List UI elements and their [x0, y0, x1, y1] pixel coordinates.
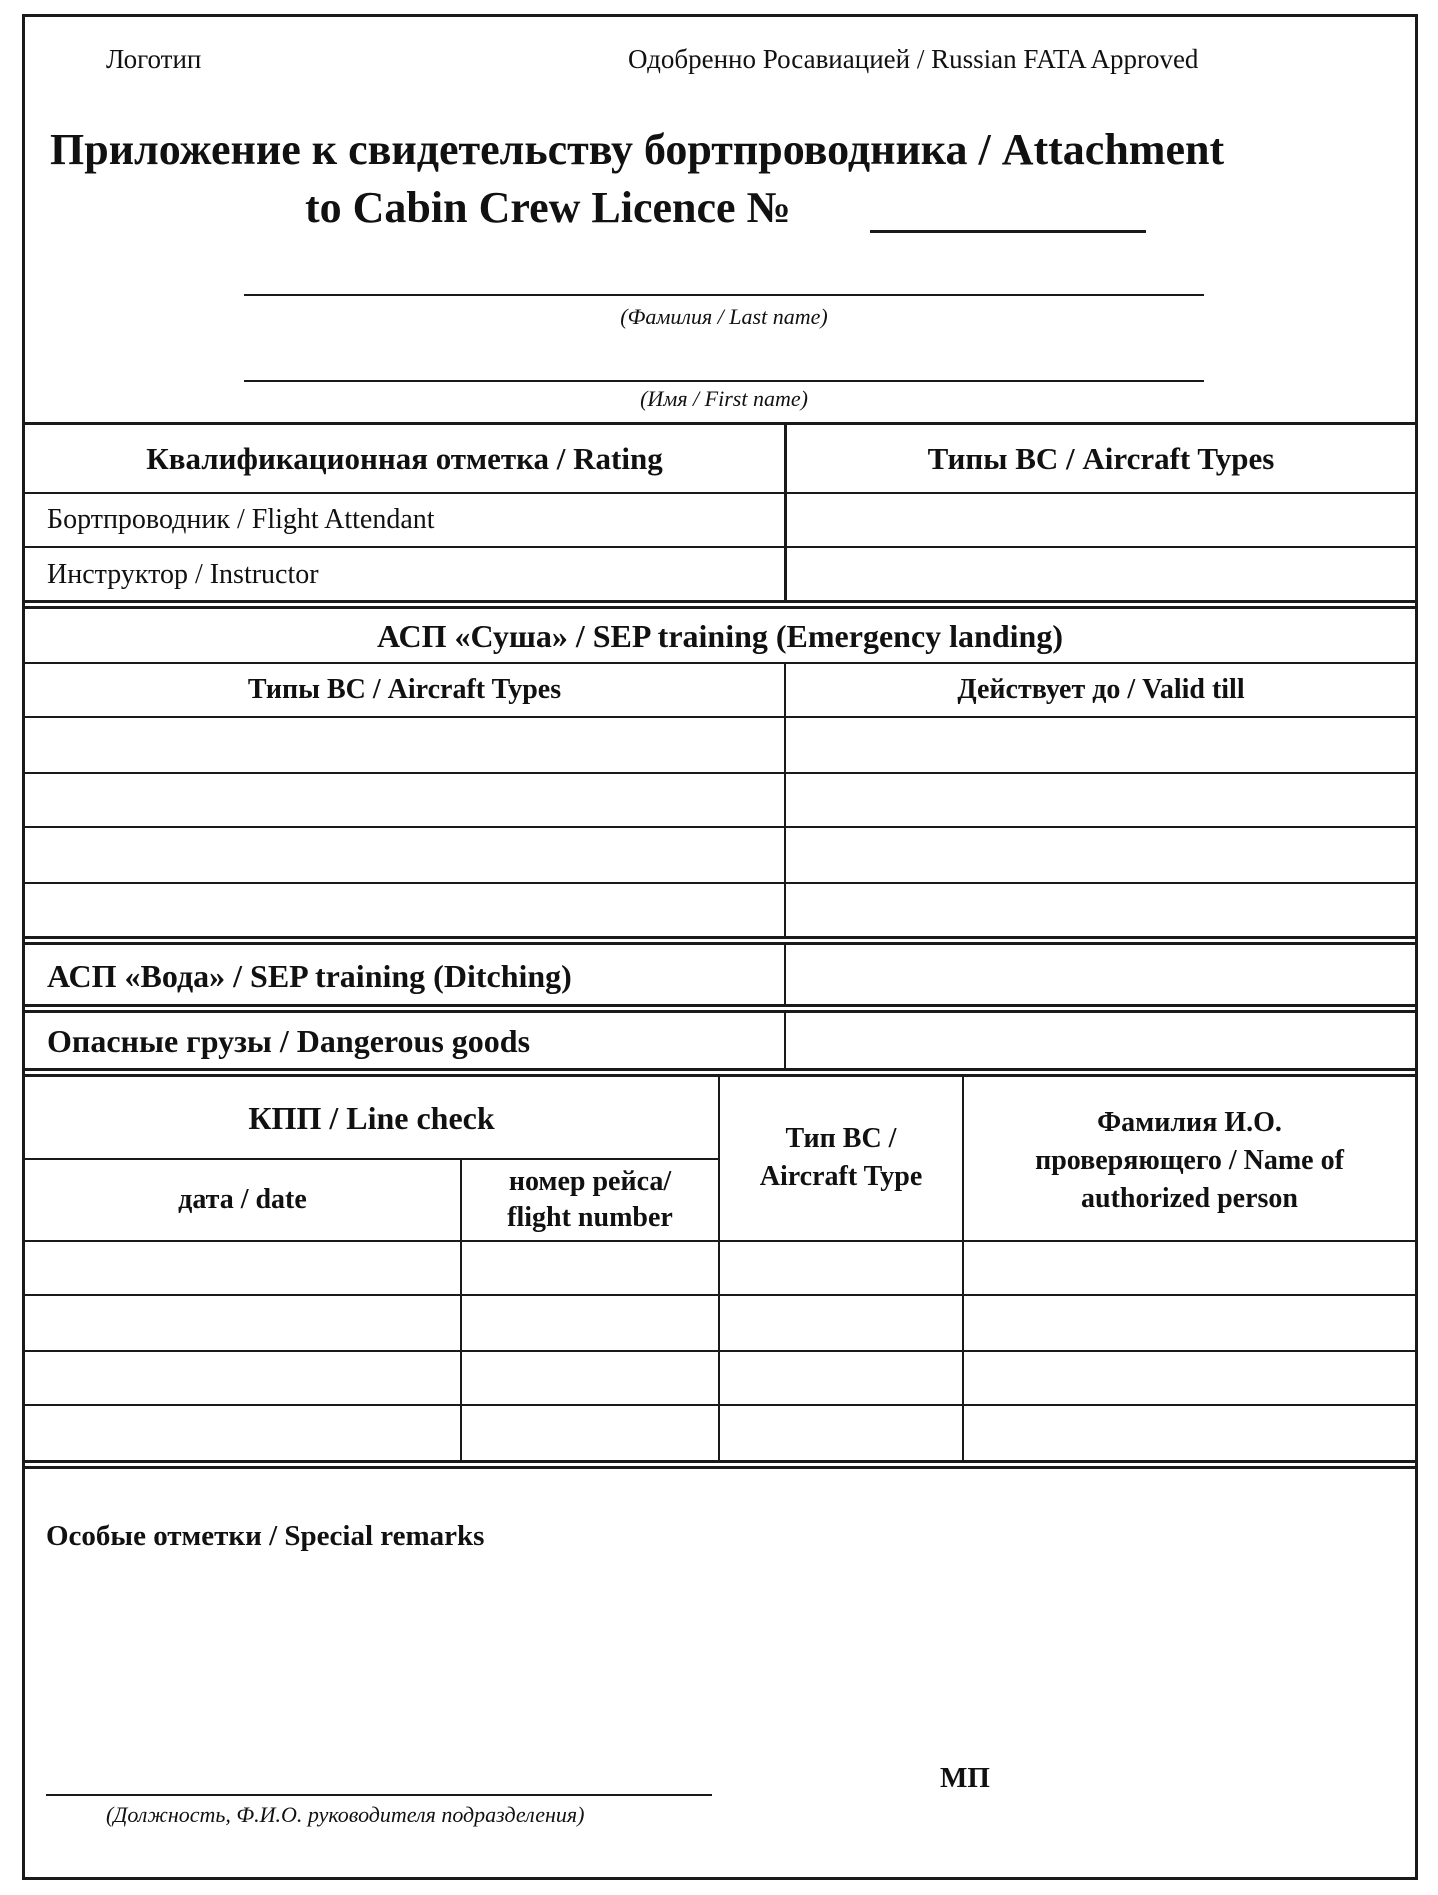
- line-check-type-cell[interactable]: [720, 1296, 962, 1350]
- line-check-date-cell[interactable]: [25, 1242, 460, 1294]
- line-check-title: КПП / Line check: [248, 1099, 495, 1136]
- line-check-date-cell[interactable]: [25, 1352, 460, 1404]
- section-divider: [22, 600, 1418, 603]
- person-header-line1: Фамилия И.О.: [1097, 1107, 1282, 1138]
- line-check-person-cell[interactable]: [964, 1406, 1415, 1462]
- section-divider: [22, 1460, 1418, 1463]
- line-check-date-cell[interactable]: [25, 1406, 460, 1462]
- line-check-person-header: [964, 1104, 1415, 1218]
- flight-header-line1: номер рейса/: [508, 1166, 672, 1197]
- sep-land-types-cell[interactable]: [25, 884, 784, 938]
- sep-water-value[interactable]: [787, 946, 1415, 1006]
- sep-land-valid-cell[interactable]: [787, 718, 1415, 772]
- sep-water-label: АСП «Вода» / SEP training (Ditching): [47, 957, 572, 994]
- rating-instructor-types[interactable]: [787, 548, 1415, 602]
- line-check-flight-cell[interactable]: [462, 1406, 718, 1462]
- line-check-person-cell[interactable]: [964, 1352, 1415, 1404]
- line-check-type-header: [720, 1120, 962, 1196]
- line-check-type-cell[interactable]: [720, 1352, 962, 1404]
- special-remarks-label: Особые отметки / Special remarks: [46, 1520, 485, 1552]
- sep-land-valid-cell[interactable]: [787, 884, 1415, 938]
- form-title-line2: to Cabin Crew Licence №: [305, 183, 791, 232]
- special-remarks-area[interactable]: [30, 1570, 1410, 1750]
- sep-land-types-cell[interactable]: [25, 828, 784, 882]
- line-check-flight-cell[interactable]: [462, 1352, 718, 1404]
- section-divider: [22, 1004, 1418, 1007]
- section-divider: [22, 1068, 1418, 1071]
- dangerous-goods-label: Опасные грузы / Dangerous goods: [47, 1022, 531, 1059]
- rating-instructor: Инструктор / Instructor: [47, 559, 319, 590]
- section-divider: [22, 936, 1418, 939]
- approval-text: Одобренно Росавиацией / Russian FATA Approved: [628, 44, 1199, 74]
- stamp-placeholder: МП: [940, 1762, 990, 1794]
- sep-land-types-header: Типы ВС / Aircraft Types: [247, 674, 562, 705]
- form-title-line1: Приложение к свидетельству бортпроводника / Attachment: [50, 125, 1225, 174]
- type-header-line1: Тип ВС /: [785, 1123, 897, 1154]
- sep-land-types-cell[interactable]: [25, 718, 784, 772]
- line-check-person-cell[interactable]: [964, 1296, 1415, 1350]
- rating-flight-attendant-types[interactable]: [787, 494, 1415, 546]
- line-check-flight-cell[interactable]: [462, 1296, 718, 1350]
- signature-caption: (Должность, Ф.И.О. руководителя подразделения): [106, 1802, 585, 1827]
- aircraft-types-column-header: Типы ВС / Aircraft Types: [927, 441, 1275, 476]
- person-header-line2: проверяющего / Name of: [1035, 1145, 1344, 1176]
- column-divider: [784, 662, 786, 938]
- line-check-type-cell[interactable]: [720, 1242, 962, 1294]
- sep-land-types-cell[interactable]: [25, 774, 784, 826]
- type-header-line2: Aircraft Type: [759, 1161, 923, 1192]
- signature-line[interactable]: [46, 1794, 712, 1796]
- dangerous-goods-value[interactable]: [787, 1012, 1415, 1070]
- first-name-field[interactable]: [244, 380, 1204, 382]
- sep-land-valid-header: Действует до / Valid till: [957, 674, 1245, 705]
- last-name-caption: (Фамилия / Last name): [620, 304, 828, 329]
- section-divider: [22, 1074, 1418, 1077]
- line-check-person-cell[interactable]: [964, 1242, 1415, 1294]
- rating-flight-attendant: Бортпроводник / Flight Attendant: [47, 504, 435, 535]
- column-divider: [784, 944, 786, 1006]
- line-check-flight-header: [462, 1164, 718, 1236]
- section-divider: [22, 422, 1418, 425]
- flight-header-line2: flight number: [507, 1202, 673, 1233]
- licence-number-field[interactable]: [870, 230, 1146, 233]
- section-divider: [22, 942, 1418, 945]
- logo-placeholder: Логотип: [106, 44, 202, 74]
- line-check-date-header: дата / date: [178, 1184, 307, 1215]
- last-name-field[interactable]: [244, 294, 1204, 296]
- person-header-line3: authorized person: [1081, 1183, 1298, 1214]
- line-check-type-cell[interactable]: [720, 1406, 962, 1462]
- sep-land-valid-cell[interactable]: [787, 774, 1415, 826]
- line-check-date-cell[interactable]: [25, 1296, 460, 1350]
- first-name-caption: (Имя / First name): [640, 386, 808, 411]
- column-divider: [784, 1012, 786, 1070]
- rating-column-header: Квалификационная отметка / Rating: [146, 441, 663, 476]
- sep-land-title: АСП «Суша» / SEP training (Emergency landing): [377, 617, 1063, 654]
- section-divider: [22, 1466, 1418, 1469]
- line-check-flight-cell[interactable]: [462, 1242, 718, 1294]
- section-divider: [22, 606, 1418, 609]
- sep-land-valid-cell[interactable]: [787, 828, 1415, 882]
